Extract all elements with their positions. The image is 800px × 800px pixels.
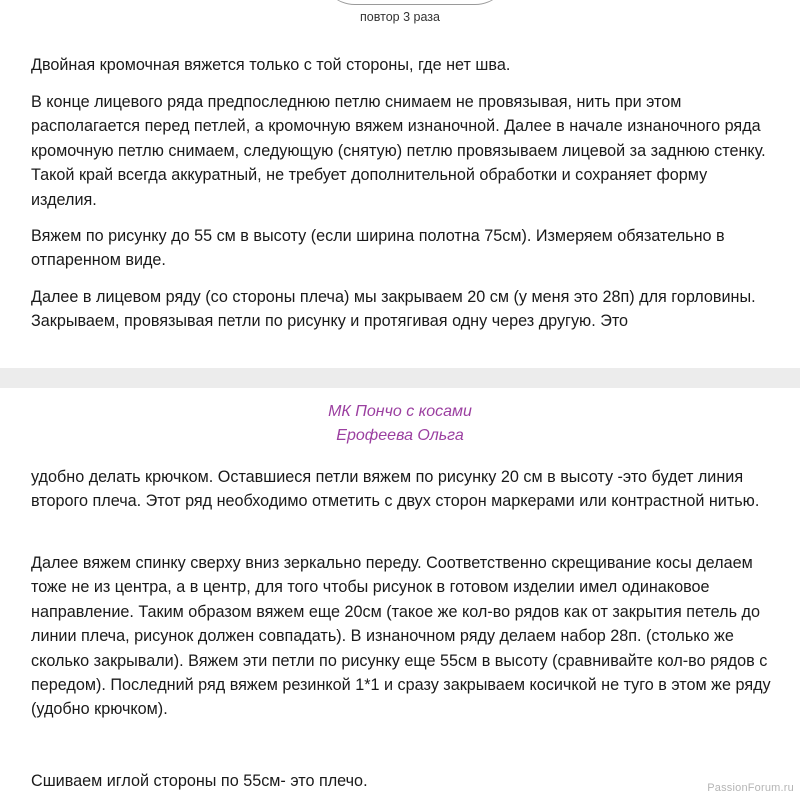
paragraph-knit-height: Вяжем по рисунку до 55 см в высоту (если ширина полотна 75см). Измеряем обязательно в отпаренном виде. <box>31 227 725 270</box>
header-author: Ерофеева Ольга <box>336 427 464 444</box>
paragraph-edge-technique: В конце лицевого ряда предпоследнюю петлю снимаем не провязывая, нить при этом располагается перед петлей, а кромочную вяжем изнаночной. Далее в начале изнаночного ряда кромочную петлю снимаем, следующую (снятую) петлю провязываем лицевой за заднюю стенку. Такой край всегда аккуратный, не требует дополнительной обработки и сохраняет форму изделия. <box>31 93 766 209</box>
paragraph-neckline: Далее в лицевом ряду (со стороны плеча) мы закрываем 20 см (у меня это 28п) для горловины. Закрываем, провязывая петли по рисунку и протягивая одну через другую. Это <box>31 288 756 331</box>
diagram-caption: повтор 3 раза <box>360 10 440 24</box>
paragraph-second-shoulder: удобно делать крючком. Оставшиеся петли вяжем по рисунку 20 см в высоту -это будет линия второго плеча. Этот ряд необходимо отметить с двух сторон маркерами или контрастной нитью. <box>31 468 760 511</box>
page-header <box>0 400 800 448</box>
paragraph-back-part: Далее вяжем спинку сверху вниз зеркально переду. Соответственно скрещивание косы делаем тоже не из центра, а в центр, для того чтобы рисунок в готовом изделии имел одинаковое направление. Таким образом вяжем еще 20см (такое же кол-во рядов как от закрытия петель до линии плеча, рисунок должен совпадать). В изнаночном ряду делаем набор 28п. (столько же сколько закрывали). Вяжем эти петли по рисунку еще 55см в высоту (сравнивайте кол-во рядов с передом). Последний ряд вяжем резинкой 1*1 и сразу закрываем косичкой не туго в этом же ряду (удобно крючком). <box>31 554 771 719</box>
site-watermark: PassionForum.ru <box>707 782 794 794</box>
document-page-2 <box>0 388 800 800</box>
header-title: МК Пончо с косами <box>328 403 472 420</box>
page-separator <box>0 368 800 388</box>
document-page-1 <box>0 0 800 368</box>
paragraph-sewing: Сшиваем иглой стороны по 55см- это плечо. <box>31 772 368 790</box>
paragraph-edge-stitch: Двойная кромочная вяжется только с той стороны, где нет шва. <box>31 56 511 74</box>
diagram-arc-fragment <box>320 0 510 5</box>
